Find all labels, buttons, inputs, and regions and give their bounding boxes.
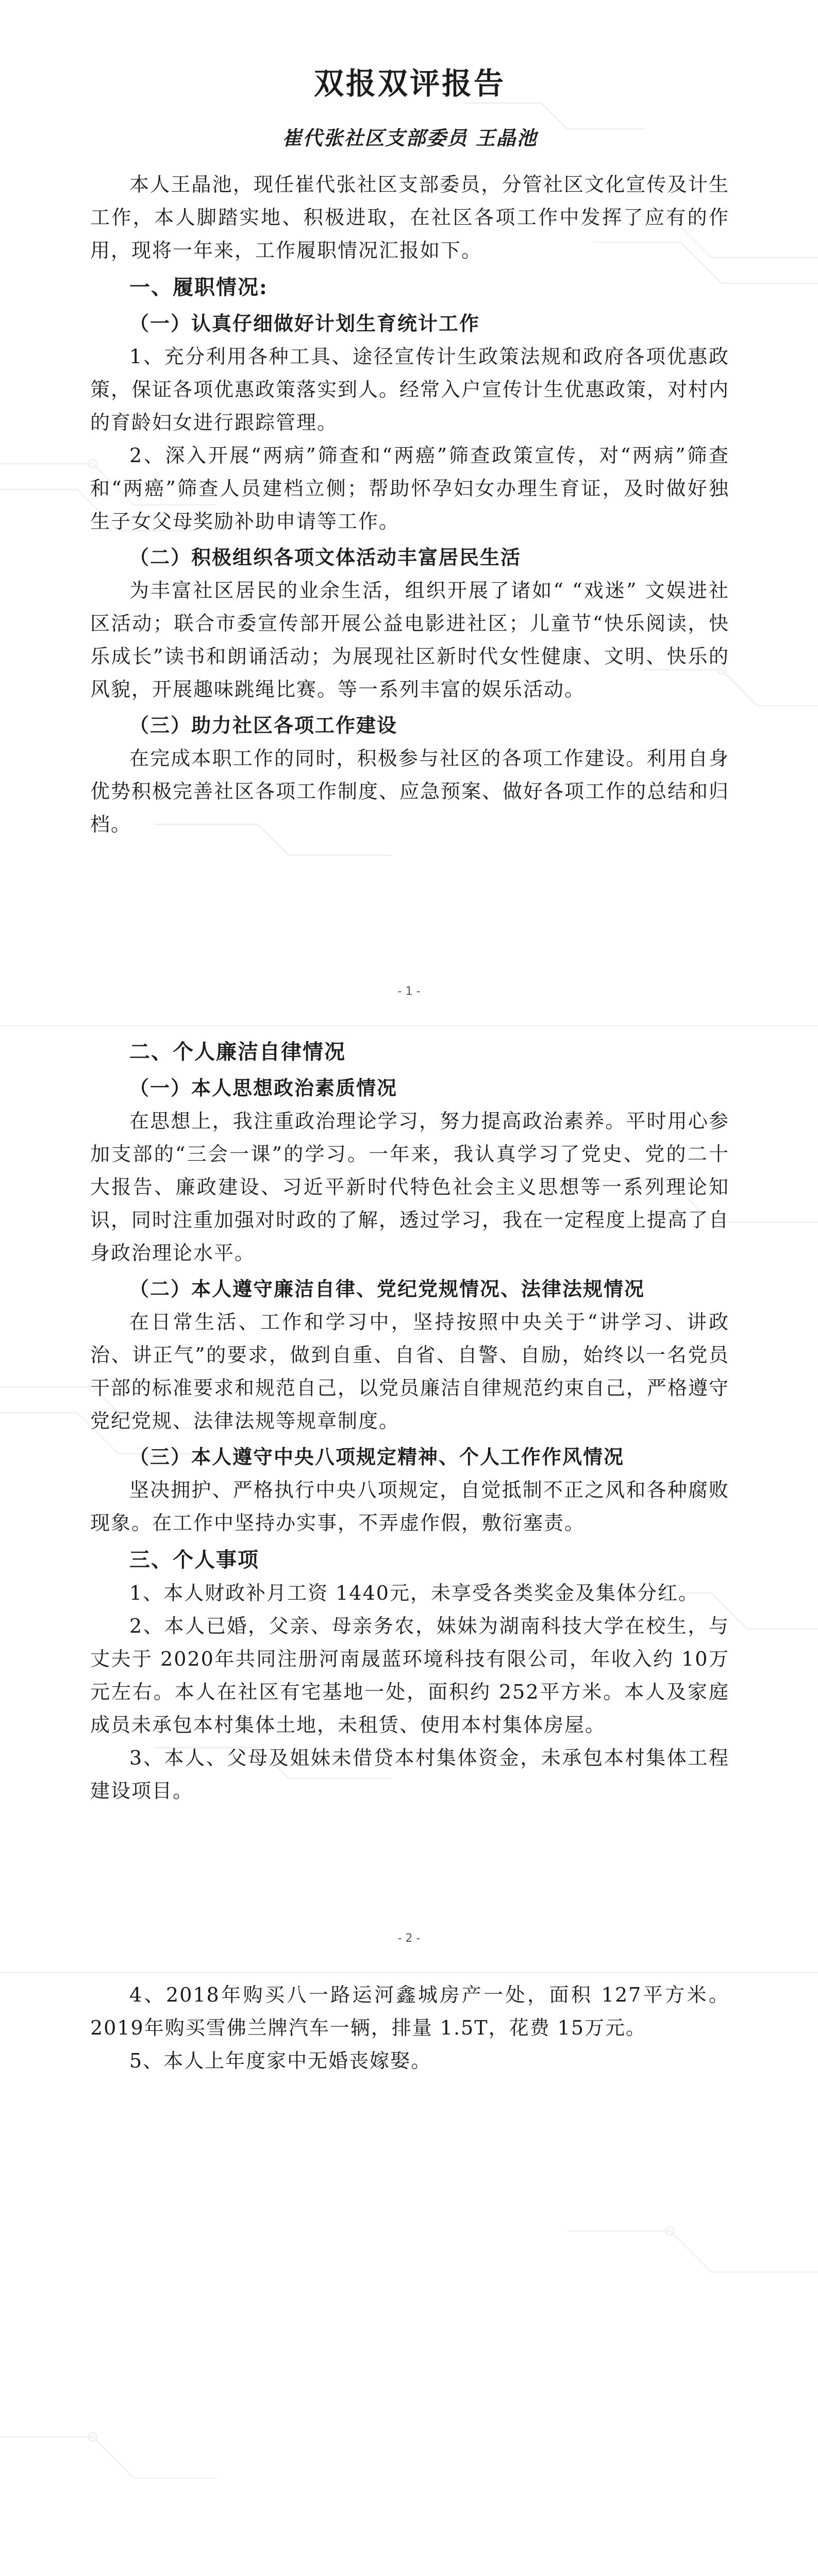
document-page-2 <box>0 1026 818 1972</box>
document-page-3 <box>0 1973 818 2576</box>
section1-sub3-paragraph-1: 在完成本职工作的同时，积极参与社区的各项工作建设。利用自身优势积极完善社区各项工作制度、应急预案、做好各项工作的总结和归档。 <box>90 747 730 836</box>
section1-sub1-heading: （一）认真仔细做好计划生育统计工作 <box>129 312 480 335</box>
section2-sub3-heading: （三）本人遵守中央八项规定精神、个人工作作风情况 <box>129 1445 625 1468</box>
section1-sub2-paragraph-1: 为丰富社区居民的业余生活，组织开展了诸如“ “戏迷” 文娱进社区活动；联合市委宣传部开展公益电影进社区；儿童节“快乐阅读，快乐成长”读书和朗诵活动；为展现社区新时代女性健康、文明、快乐的风貌，开展趣味跳绳比赛。等一系列丰富的娱乐活动。 <box>90 579 729 701</box>
section2-heading: 二、个人廉洁自律情况 <box>129 1040 346 1064</box>
section3-paragraph-2: 2、本人已婚，父亲、母亲务农，妹妹为湖南科技大学在校生，与丈夫于 2020年共同注册河南晟蓝环境科技有限公司，年收入约 10万元左右。本人在社区有宅基地一处，面积约 252平方米。本人及家庭成员未承包本村集体土地，未租赁、使用本村集体房屋。 <box>90 1615 729 1736</box>
section3-paragraph-5: 5、本人上年度家中无婚丧嫁娶。 <box>129 2049 432 2072</box>
section3-paragraph-1: 1、本人财政补月工资 1440元，未享受各类奖金及集体分红。 <box>129 1582 699 1604</box>
section3-paragraph-4: 4、2018年购买八一路运河鑫城房产一处，面积 127平方米。2019年购买雪佛兰牌汽车一辆，排量 1.5T，花费 15万元。 <box>90 1984 729 2039</box>
author-line: 崔代张社区支部委员 王晶池 <box>282 126 538 149</box>
section3-paragraph-3: 3、本人、父母及姐妹未借贷本村集体资金，未承包本村集体工程建设项目。 <box>90 1747 729 1802</box>
section2-sub3-paragraph-1: 坚决拥护、严格执行中央八项规定，自觉抵制不正之风和各种腐败现象。在工作中坚持办实事，不弄虚作假，敷衍塞责。 <box>90 1479 729 1534</box>
section1-sub1-paragraph-1: 1、充分利用各种工具、途径宣传计生政策法规和政府各项优惠政策，保证各项优惠政策落实到人。经常入户宣传计生优惠政策，对村内的育龄妇女进行跟踪管理。 <box>90 345 730 434</box>
document-title: 双报双评报告 <box>313 66 506 101</box>
section1-sub3-heading: （三）助力社区各项工作建设 <box>129 714 398 737</box>
section2-sub2-heading: （二）本人遵守廉洁自律、党纪党规情况、法律法规情况 <box>129 1277 645 1300</box>
page-number-2: - 2 - <box>397 1932 421 1945</box>
section1-sub1-paragraph-2: 2、深入开展“两病”筛查和“两癌”筛查政策宣传，对“两病”筛查和“两癌”筛查人员建档立侧；帮助怀孕妇女办理生育证，及时做好独生子女父母奖励补助申请等工作。 <box>90 444 729 533</box>
section2-sub1-paragraph-1: 在思想上，我注重政治理论学习，努力提高政治素养。平时用心参加支部的“三会一课”的学习。一年来，我认真学习了党史、党的二十大报告、廉政建设、习近平新时代特色社会主义思想等一系列理论知识，同时注重加强对时政的了解，透过学习，我在一定程度上提高了自身政治理论水平。 <box>90 1110 730 1264</box>
page-number-1: - 1 - <box>397 985 421 998</box>
section3-heading: 三、个人事项 <box>129 1548 259 1572</box>
section1-sub2-heading: （二）积极组织各项文体活动丰富居民生活 <box>129 546 522 569</box>
intro-paragraph: 本人王晶池，现任崔代张社区支部委员，分管社区文化宣传及计生工作，本人脚踏实地、积极进取，在社区各项工作中发挥了应有的作用，现将一年来，工作履职情况汇报如下。 <box>90 173 729 262</box>
section2-sub2-paragraph-1: 在日常生活、工作和学习中，坚持按照中央关于“讲学习、讲政治、讲正气”的要求，做到自重、自省、自警、自励，始终以一名党员干部的标准要求和规范自己，以党员廉洁自律规范约束自己，严格遵守党纪党规、法律法规等规章制度。 <box>90 1311 730 1432</box>
section2-sub1-heading: （一）本人思想政治素质情况 <box>129 1076 398 1099</box>
document-page-1 <box>0 0 818 1025</box>
section1-heading: 一、履职情况: <box>129 275 268 299</box>
